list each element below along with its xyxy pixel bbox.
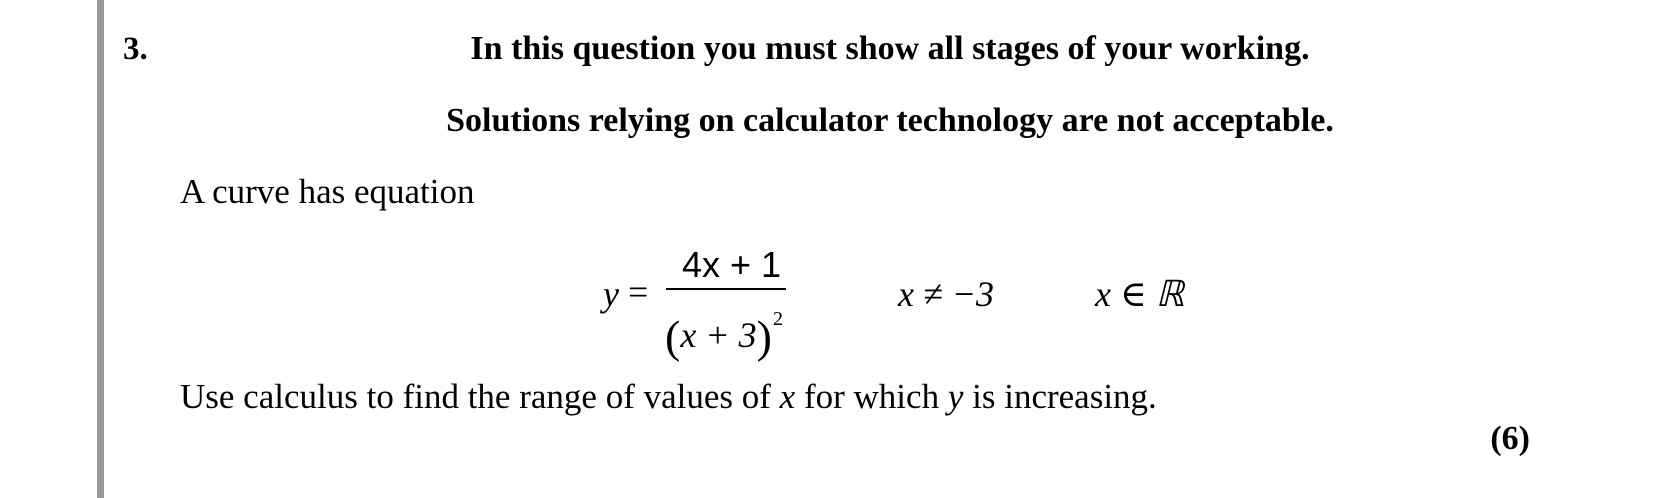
equation-numerator xyxy=(682,243,781,287)
numerator-text: 4x + 1 xyxy=(682,244,782,285)
equation-condition-not-equal: x ≠ −3 xyxy=(898,274,995,314)
equation-denominator xyxy=(665,297,783,362)
instruction-working: In this question you must show all stages of your working. xyxy=(470,30,1310,67)
page-margin-bar xyxy=(97,0,104,498)
fraction-bar xyxy=(666,288,786,290)
equation-condition-real: x ∈ ℝ xyxy=(1095,274,1185,314)
marks-allocation: (6) xyxy=(1490,420,1530,457)
task-text-start: Use calculus to find the range of values of xyxy=(180,377,780,416)
question-task xyxy=(180,375,1157,419)
question-number: 3. xyxy=(123,31,148,67)
denominator-exponent: 2 xyxy=(772,308,783,330)
task-text-middle: for which xyxy=(795,377,948,416)
denominator-base: x + 3 xyxy=(680,315,757,355)
instruction-calculator: Solutions relying on calculator technology are not acceptable. xyxy=(446,102,1334,139)
task-variable-y: y xyxy=(947,377,964,416)
question-intro: A curve has equation xyxy=(180,172,475,211)
left-paren: ( xyxy=(665,311,681,362)
equation-equals-sign: = xyxy=(628,272,649,312)
equation-lhs: y xyxy=(603,274,619,314)
task-text-end: is increasing. xyxy=(963,377,1157,416)
right-paren: ) xyxy=(756,311,772,362)
task-variable-x: x xyxy=(779,377,796,416)
